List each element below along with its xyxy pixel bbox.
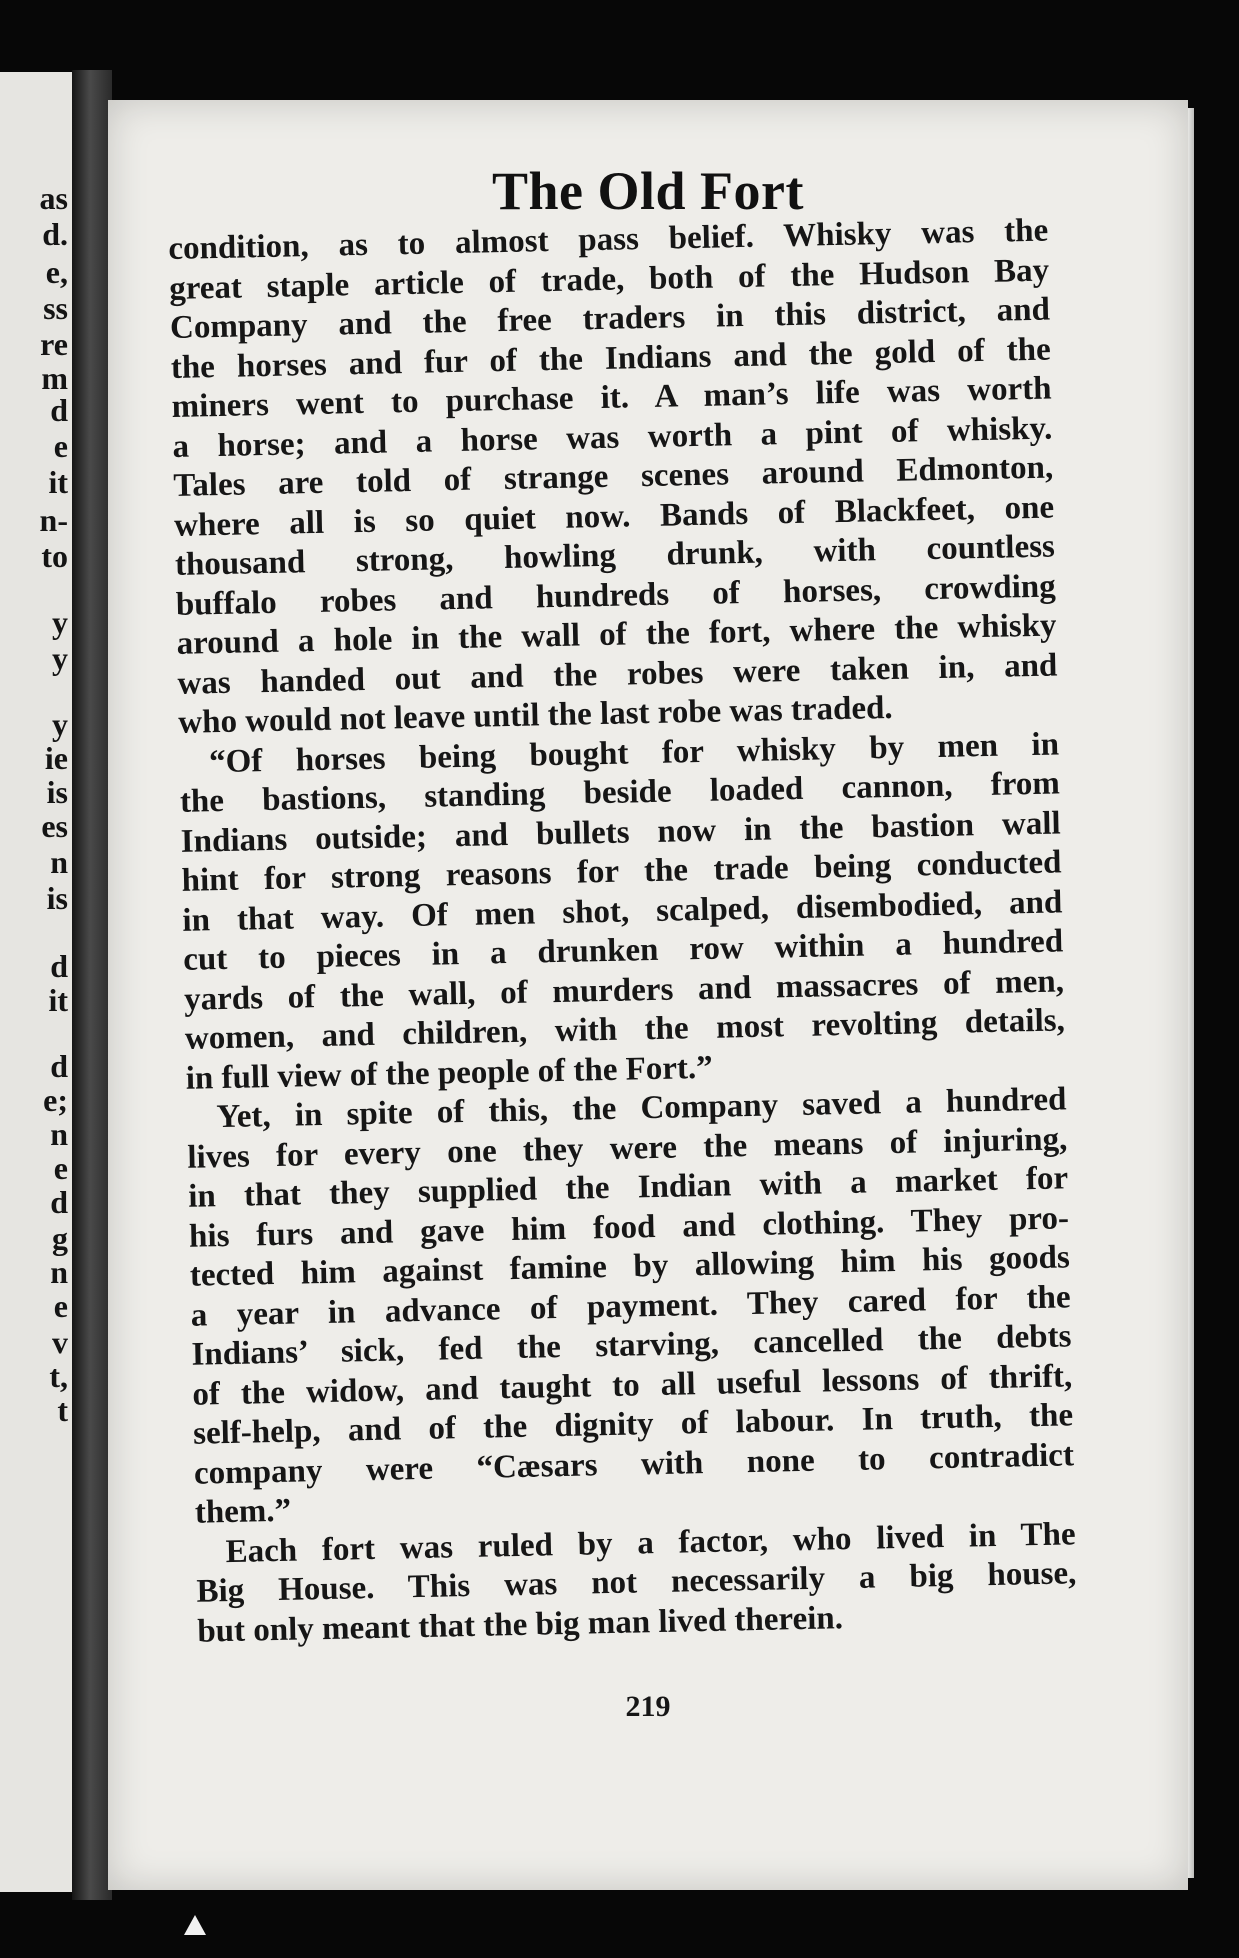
left-page-fragment: v — [52, 1324, 68, 1360]
text-line: in that they supplied the Indian with a market for — [187, 1160, 1069, 1215]
text-line: “Of horses being bought for whisky by men in — [208, 725, 1060, 780]
text-line: company were “Cæsars with none to contradict — [193, 1436, 1075, 1492]
book-gutter — [72, 70, 112, 1900]
text-line: Indians outside; and bullets now in the bastion wall — [180, 804, 1061, 860]
text-line: Big House. This was not necessarily a big house, — [196, 1555, 1077, 1610]
text-line: thousand strong, howling drunk, with countless — [174, 528, 1056, 583]
left-page-fragment: e — [53, 1150, 68, 1186]
left-page-fragment: y — [52, 706, 68, 742]
left-page-fragment: y — [52, 640, 68, 676]
text-line: a year in advance of payment. They cared for the — [190, 1278, 1071, 1334]
text-line: was handed out and the robes were taken in, and — [177, 646, 1058, 702]
left-page-fragment: e — [53, 428, 68, 464]
left-page-fragment: e — [53, 1288, 68, 1324]
left-page-fragment: n — [50, 1116, 68, 1152]
text-line: his furs and gave him food and clothing. They pro- — [188, 1199, 1070, 1255]
text-line: buffalo robes and hundreds of horses, crowding — [175, 567, 1057, 623]
text-line: miners went to purchase it. A man’s life was worth — [171, 370, 1052, 425]
left-page-fragment: es — [41, 808, 68, 844]
text-line: of the widow, and taught to all useful lessons of thrift, — [192, 1357, 1073, 1413]
text-line: yards of the wall, of murders and massacres of men, — [183, 962, 1065, 1018]
text-line: the bastions, standing beside loaded cannon, from — [179, 765, 1061, 820]
text-line: a horse; and a horse was worth a pint of whisky. — [172, 410, 1053, 465]
scan-artifact-mark — [184, 1915, 206, 1935]
left-page-fragment: d — [50, 392, 68, 428]
left-page-fragment: y — [52, 604, 68, 640]
page-number: 219 — [625, 1690, 671, 1723]
left-page-fragment: it — [48, 464, 68, 500]
text-line: in that way. Of men shot, scalped, disembodied, and — [182, 883, 1063, 939]
text-line: the horses and fur of the Indians and the gold of the — [170, 331, 1052, 386]
left-page-fragment: is — [46, 880, 68, 916]
text-line: condition, as to almost pass belief. Whisky was the — [168, 212, 1049, 267]
text-line: who would not leave until the last robe was traded. — [177, 689, 893, 741]
left-page-fragment: d — [50, 1184, 68, 1220]
left-page-edge — [0, 72, 72, 1892]
text-line: in full view of the people of the Fort.” — [185, 1049, 714, 1097]
left-page-fragment: d — [50, 948, 68, 984]
text-line: Indians’ sick, fed the starving, cancelled the debts — [191, 1318, 1072, 1373]
left-page-fragment: re — [40, 326, 68, 362]
left-page-fragment: d — [50, 1048, 68, 1084]
text-line: but only meant that the big man lived therein. — [196, 1599, 844, 1650]
text-line: them.” — [194, 1492, 292, 1531]
left-page-fragment: g — [52, 1220, 68, 1256]
left-page-fragment: n- — [39, 502, 68, 538]
text-line: around a hole in the wall of the fort, where the whisky — [176, 607, 1057, 662]
body-text — [168, 212, 1078, 1652]
text-line: Company and the free traders in this district, and — [169, 291, 1051, 346]
left-page-fragment: d. — [42, 216, 68, 252]
book-page — [108, 100, 1188, 1890]
text-line: hint for strong reasons for the trade being conducted — [181, 844, 1062, 899]
left-page-fragment: is — [46, 774, 68, 810]
left-page-fragment: t — [57, 1392, 68, 1428]
left-page-fragment: t, — [49, 1358, 68, 1394]
text-line: Each fort was ruled by a factor, who lived in The — [225, 1515, 1076, 1570]
text-line: great staple article of trade, both of the Hudson Bay — [168, 252, 1050, 307]
left-page-fragment: it — [48, 982, 68, 1018]
text-line: tected him against famine by allowing him his goods — [189, 1239, 1071, 1294]
left-page-fragment: ss — [43, 290, 68, 326]
left-page-fragment: as — [39, 180, 68, 216]
left-page-fragment: ie — [44, 740, 68, 776]
text-line: self-help, and of the dignity of labour. In truth, the — [192, 1397, 1074, 1452]
left-page-fragment: n — [50, 1254, 68, 1290]
left-page-fragment: e, — [45, 254, 68, 290]
text-line: cut to pieces in a drunken row within a hundred — [182, 923, 1064, 978]
text-line: Tales are told of strange scenes around Edmonton, — [172, 449, 1054, 504]
left-page-fragment: e; — [43, 1082, 68, 1118]
left-page-fragment: m — [41, 360, 68, 396]
left-page-fragment: n — [50, 844, 68, 880]
text-line: Yet, in spite of this, the Company saved a hundred — [216, 1081, 1067, 1136]
text-line: lives for every one they were the means of injuring, — [187, 1120, 1068, 1176]
text-line: where all is so quiet now. Bands of Blackfeet, one — [173, 489, 1055, 544]
text-line: women, and children, with the most revolting details, — [184, 1002, 1066, 1057]
page-title: The Old Fort — [492, 161, 804, 221]
left-page-fragment: to — [41, 538, 68, 574]
left-page-text-fragments — [0, 72, 72, 1892]
